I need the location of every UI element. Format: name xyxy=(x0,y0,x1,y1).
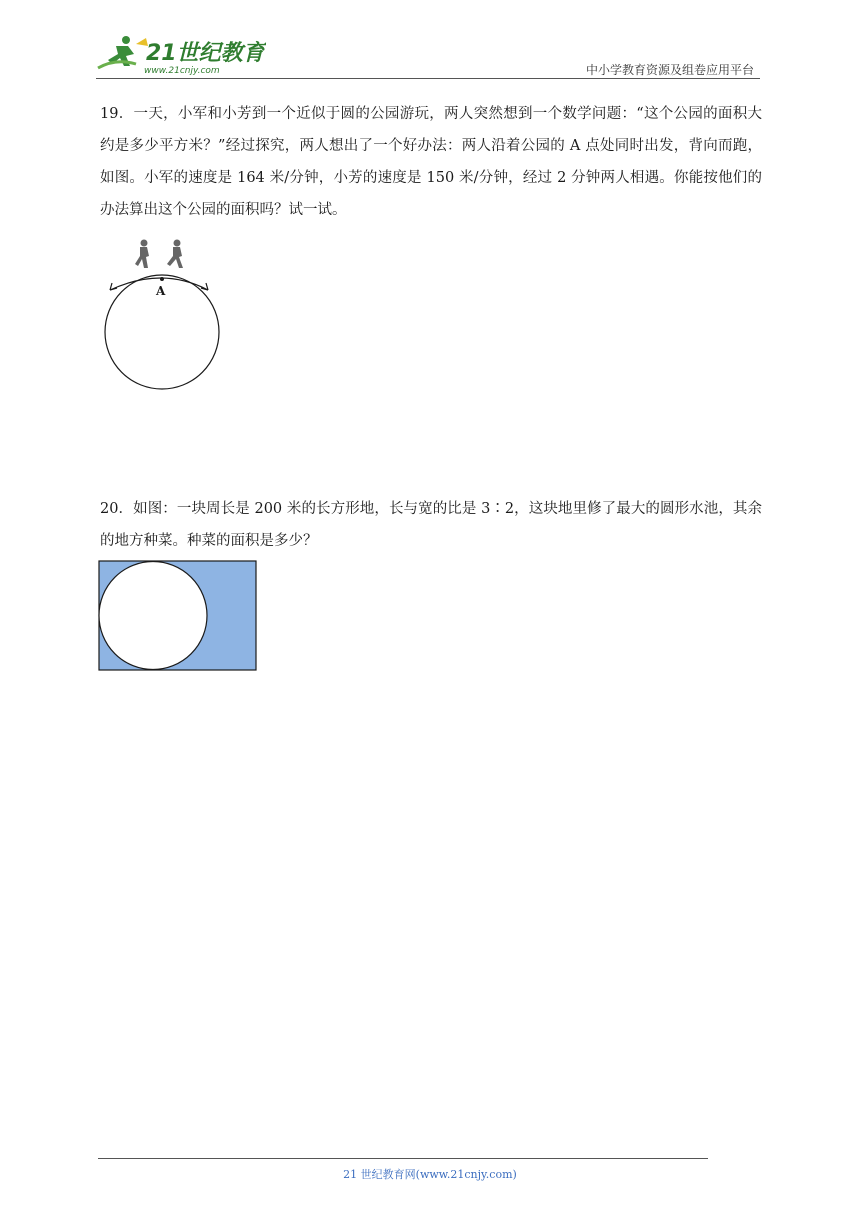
runners-icon xyxy=(135,240,183,269)
header-divider xyxy=(96,78,760,79)
question-number: 19． xyxy=(100,106,134,122)
circular-pond xyxy=(99,562,207,670)
field-pond-figure xyxy=(98,560,258,672)
logo-url: www.21cnjy.com xyxy=(144,66,220,76)
park-circle-figure xyxy=(100,238,226,390)
page-header xyxy=(96,34,760,80)
runner-icon xyxy=(98,36,148,68)
question-text: 一天，小军和小芳到一个近似于圆的公园游玩，两人突然想到一个数学问题：“这个公园的面积大约是多少平方米？”经过探究，两人想出了一个好办法：两人沿着公园的 A 点处同时出发，背向而跑，如图。小军的速度是 164 米/分钟，小芳的速度是 150 米/分钟，经过 2 分钟两人相遇。你能按他们的办法算出这个公园的面积吗？试一试。 xyxy=(100,106,762,218)
question-number: 20． xyxy=(100,501,134,517)
footer-text: 21 世纪教育网(www.21cnjy.com) xyxy=(343,1168,517,1181)
question-20 xyxy=(100,493,762,557)
footer-divider xyxy=(98,1158,708,1159)
point-a-label: A xyxy=(156,284,166,298)
question-19 xyxy=(100,98,762,226)
platform-title: 中小学教育资源及组卷应用平台 xyxy=(585,63,754,77)
question-text: 如图：一块周长是 200 米的长方形地，长与宽的比是 3∶2，这块地里修了最大的圆形水池，其余的地方种菜。种菜的面积是多少？ xyxy=(100,501,763,549)
logo-text: 21世纪教育 xyxy=(146,41,265,66)
logo xyxy=(96,34,266,78)
point-a xyxy=(160,277,164,281)
